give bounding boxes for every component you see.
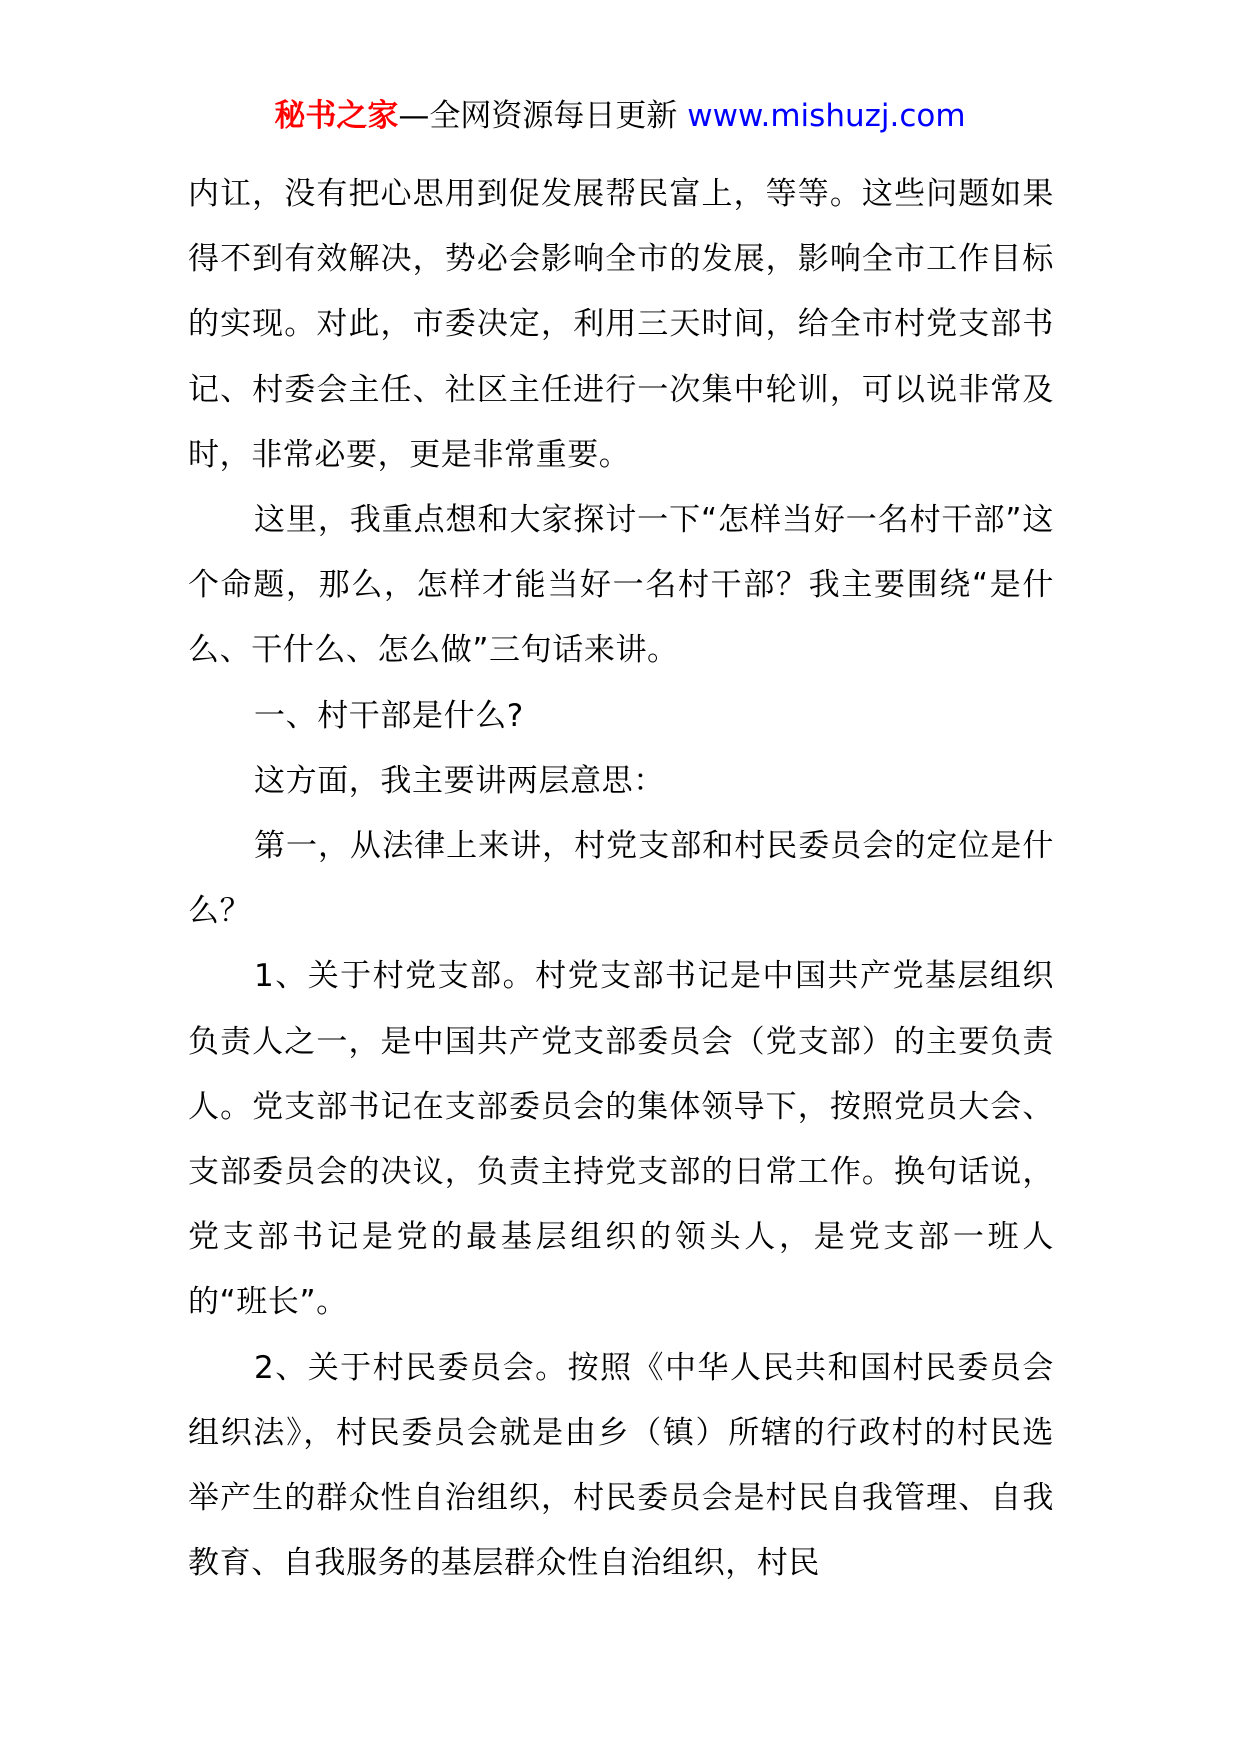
page-header <box>0 96 1240 136</box>
header-url-link[interactable]: www.mishuzj.com <box>687 98 966 134</box>
header-tagline: —全网资源每日更新 <box>398 98 688 134</box>
paragraph-4: 第一，从法律上来讲，村党支部和村民委员会的定位是什么？ <box>188 828 1054 930</box>
header-brand: 秘书之家 <box>274 98 399 134</box>
paragraph-1: 内讧，没有把心思用到促发展帮民富上，等等。这些问题如果得不到有效解决，势必会影响全市的发展，影响全市工作目标的实现。对此，市委决定，利用三天时间，给全市村党支部书记、村委会主任、社区主任进行一次集中轮训，可以说非常及时，非常必要，更是非常重要。 <box>188 176 1054 473</box>
paragraph-5: 1、关于村党支部。村党支部书记是中国共产党基层组织负责人之一，是中国共产党支部委员会（党支部）的主要负责人。党支部书记在支部委员会的集体领导下，按照党员大会、支部委员会的决议，负责主持党支部的日常工作。换句话说，党支部书记是党的最基层组织的领头人，是党支部一班人的“班长”。 <box>188 958 1054 1321</box>
document-body <box>188 162 1054 1596</box>
paragraph-3: 这方面，我主要讲两层意思： <box>254 762 665 799</box>
paragraph-6: 2、关于村民委员会。按照《中华人民共和国村民委员会组织法》，村民委员会就是由乡（镇）所辖的行政村的村民选举产生的群众性自治组织，村民委员会是村民自我管理、自我教育、自我服务的基层群众性自治组织，村民 <box>188 1349 1054 1582</box>
paragraph-2: 这里，我重点想和大家探讨一下“怎样当好一名村干部”这个命题，那么，怎样才能当好一名村干部？我主要围绕“是什么、干什么、怎么做”三句话来讲。 <box>188 502 1054 669</box>
section-heading-1: 一、村干部是什么? <box>254 697 524 734</box>
